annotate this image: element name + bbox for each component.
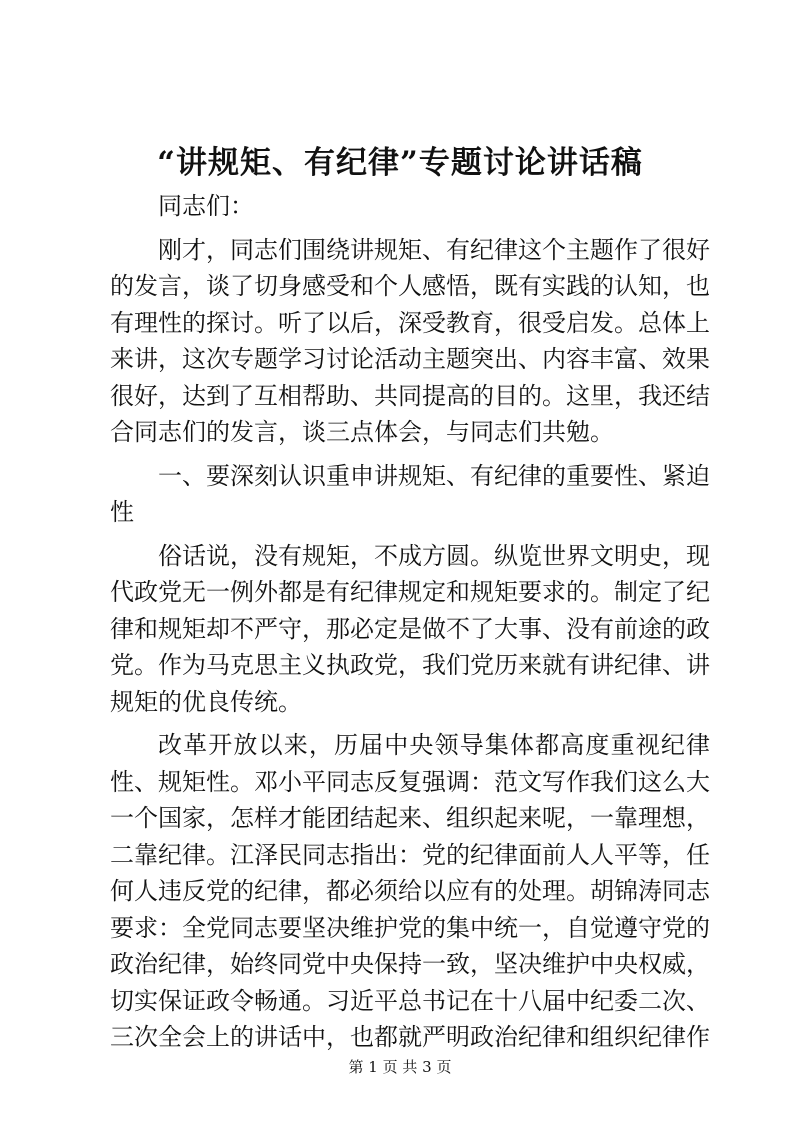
body-paragraph: 改革开放以来，历届中央领导集体都高度重视纪律性、规矩性。邓小平同志反复强调：范文写作我们这么大一个国家，怎样才能团结起来、组织起来呢，一靠理想，二靠纪律。江泽民同志指出：党的纪律面前人人平等，任何人违反党的纪律，都必须给以应有的处理。胡锦涛同志要求：全党同志要坚决维护党的集中统一，自觉遵守党的政治纪律，始终同党中央保持一致，坚决维护中央权威，切实保证政令畅通。习近平总书记在十八届中纪委二次、三次全会上的讲话中，也都就严明政治纪律和组织纪律作 xyxy=(110,731,710,1051)
body-paragraph: 俗话说，没有规矩，不成方圆。纵览世界文明史，现代政党无一例外都是有纪律规定和规矩要求的。制定了纪律和规矩却不严守，那必定是做不了大事、没有前途的政党。作为马克思主义执政党，我们党历来就有讲纪律、讲规矩的优良传统。 xyxy=(110,541,710,716)
section-heading: 一、要深刻认识重申讲规矩、有纪律的重要性、紧迫性 xyxy=(110,461,710,526)
document-body xyxy=(110,188,710,1063)
salutation-paragraph: 同志们： xyxy=(158,192,254,220)
page-footer: 第 1 页 共 3 页 xyxy=(348,1058,452,1076)
opening-paragraph: 刚才，同志们围绕讲规矩、有纪律这个主题作了很好的发言，谈了切身感受和个人感悟，既有实践的认知，也有理性的探讨。听了以后，深受教育，很受启发。总体上来讲，这次专题学习讨论活动主题突出、内容丰富、效果很好，达到了互相帮助、共同提高的目的。这里，我还结合同志们的发言，谈三点体会，与同志们共勉。 xyxy=(110,235,710,446)
document-title: “讲规矩、有纪律”专题讨论讲话稿 xyxy=(157,145,643,181)
